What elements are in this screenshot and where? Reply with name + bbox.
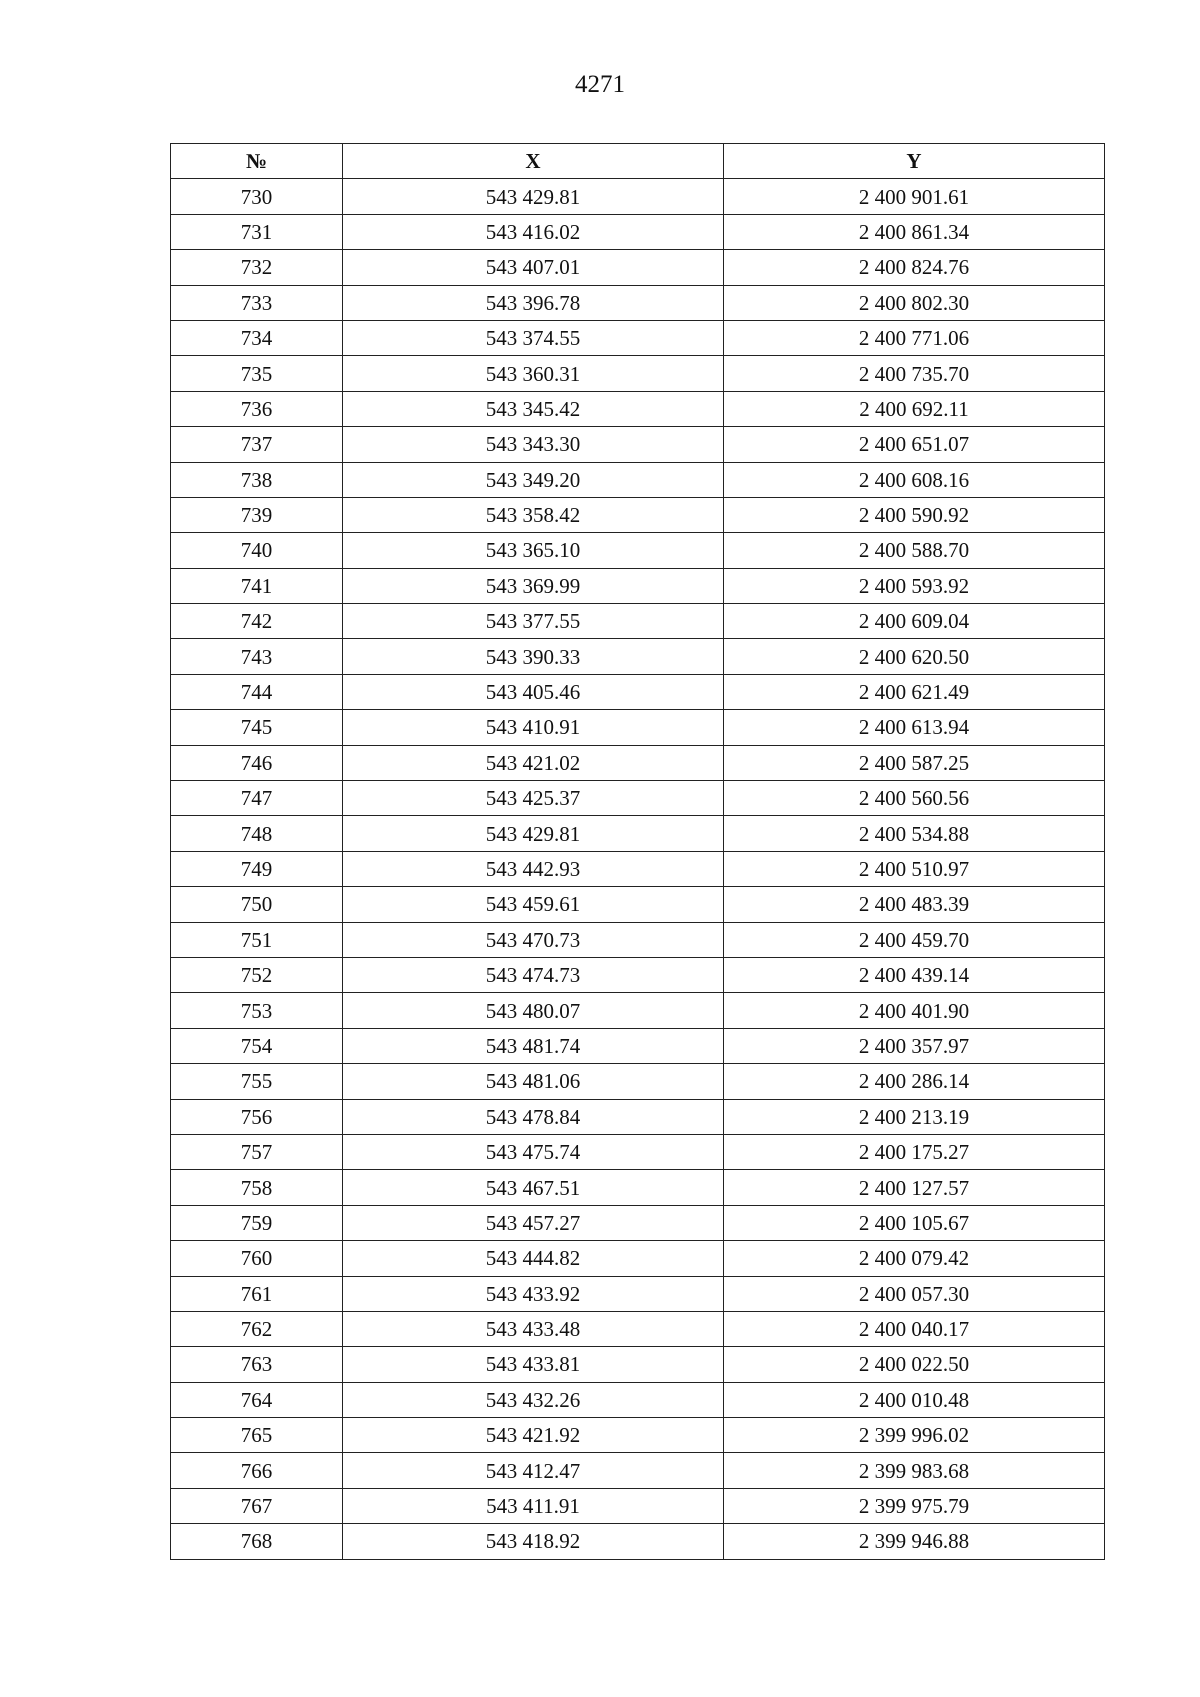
cell-x: 543 390.33 — [343, 639, 724, 674]
cell-y: 2 400 105.67 — [724, 1205, 1105, 1240]
table-row — [171, 250, 1105, 285]
cell-x: 543 360.31 — [343, 356, 724, 391]
cell-number: 730 — [171, 179, 343, 214]
table-row — [171, 1418, 1105, 1453]
cell-x: 543 432.26 — [343, 1382, 724, 1417]
cell-number: 755 — [171, 1064, 343, 1099]
table-row — [171, 427, 1105, 462]
cell-number: 731 — [171, 214, 343, 249]
cell-y: 2 400 588.70 — [724, 533, 1105, 568]
cell-y: 2 400 824.76 — [724, 250, 1105, 285]
cell-x: 543 425.37 — [343, 781, 724, 816]
cell-number: 740 — [171, 533, 343, 568]
table-row — [171, 1028, 1105, 1063]
cell-y: 2 400 022.50 — [724, 1347, 1105, 1382]
cell-x: 543 374.55 — [343, 320, 724, 355]
cell-number: 767 — [171, 1488, 343, 1523]
cell-y: 2 400 079.42 — [724, 1241, 1105, 1276]
cell-x: 543 365.10 — [343, 533, 724, 568]
cell-x: 543 457.27 — [343, 1205, 724, 1240]
table-row — [171, 745, 1105, 780]
cell-number: 762 — [171, 1311, 343, 1346]
cell-number: 733 — [171, 285, 343, 320]
cell-number: 747 — [171, 781, 343, 816]
cell-number: 749 — [171, 851, 343, 886]
cell-x: 543 467.51 — [343, 1170, 724, 1205]
cell-number: 750 — [171, 887, 343, 922]
table-row — [171, 179, 1105, 214]
cell-y: 2 400 401.90 — [724, 993, 1105, 1028]
cell-x: 543 411.91 — [343, 1488, 724, 1523]
cell-y: 2 400 439.14 — [724, 957, 1105, 992]
page-number: 4271 — [575, 71, 625, 98]
table-header-row — [171, 144, 1105, 179]
cell-y: 2 400 534.88 — [724, 816, 1105, 851]
cell-x: 543 396.78 — [343, 285, 724, 320]
cell-y: 2 399 975.79 — [724, 1488, 1105, 1523]
table-row — [171, 1488, 1105, 1523]
cell-number: 763 — [171, 1347, 343, 1382]
cell-y: 2 400 621.49 — [724, 674, 1105, 709]
cell-number: 732 — [171, 250, 343, 285]
table-body — [171, 179, 1105, 1559]
cell-x: 543 459.61 — [343, 887, 724, 922]
column-header-number: № — [171, 144, 343, 179]
table-row — [171, 1099, 1105, 1134]
cell-number: 759 — [171, 1205, 343, 1240]
table-row — [171, 1347, 1105, 1382]
cell-number: 744 — [171, 674, 343, 709]
table-row — [171, 391, 1105, 426]
cell-y: 2 400 357.97 — [724, 1028, 1105, 1063]
table-row — [171, 816, 1105, 851]
cell-number: 760 — [171, 1241, 343, 1276]
cell-number: 734 — [171, 320, 343, 355]
cell-number: 737 — [171, 427, 343, 462]
cell-y: 2 400 593.92 — [724, 568, 1105, 603]
table-row — [171, 1453, 1105, 1488]
cell-y: 2 400 040.17 — [724, 1311, 1105, 1346]
cell-x: 543 429.81 — [343, 816, 724, 851]
cell-number: 739 — [171, 497, 343, 532]
table-row — [171, 781, 1105, 816]
coordinates-table — [170, 143, 1105, 1560]
cell-y: 2 400 175.27 — [724, 1134, 1105, 1169]
cell-y: 2 400 510.97 — [724, 851, 1105, 886]
cell-number: 753 — [171, 993, 343, 1028]
cell-number: 735 — [171, 356, 343, 391]
cell-number: 754 — [171, 1028, 343, 1063]
cell-y: 2 399 996.02 — [724, 1418, 1105, 1453]
cell-y: 2 400 692.11 — [724, 391, 1105, 426]
table-row — [171, 851, 1105, 886]
cell-x: 543 474.73 — [343, 957, 724, 992]
cell-y: 2 400 861.34 — [724, 214, 1105, 249]
cell-x: 543 481.74 — [343, 1028, 724, 1063]
table-row — [171, 285, 1105, 320]
table-row — [171, 533, 1105, 568]
cell-y: 2 400 613.94 — [724, 710, 1105, 745]
column-header-x: X — [343, 144, 724, 179]
cell-x: 543 345.42 — [343, 391, 724, 426]
table-row — [171, 710, 1105, 745]
cell-y: 2 400 590.92 — [724, 497, 1105, 532]
cell-x: 543 416.02 — [343, 214, 724, 249]
cell-x: 543 421.92 — [343, 1418, 724, 1453]
cell-number: 738 — [171, 462, 343, 497]
cell-x: 543 405.46 — [343, 674, 724, 709]
cell-number: 746 — [171, 745, 343, 780]
table-row — [171, 993, 1105, 1028]
cell-y: 2 400 620.50 — [724, 639, 1105, 674]
table-row — [171, 1276, 1105, 1311]
cell-x: 543 421.02 — [343, 745, 724, 780]
cell-y: 2 400 010.48 — [724, 1382, 1105, 1417]
cell-x: 543 444.82 — [343, 1241, 724, 1276]
cell-number: 768 — [171, 1524, 343, 1559]
cell-x: 543 369.99 — [343, 568, 724, 603]
cell-number: 742 — [171, 604, 343, 639]
cell-x: 543 410.91 — [343, 710, 724, 745]
cell-x: 543 478.84 — [343, 1099, 724, 1134]
cell-y: 2 400 057.30 — [724, 1276, 1105, 1311]
cell-x: 543 429.81 — [343, 179, 724, 214]
table-row — [171, 214, 1105, 249]
cell-number: 766 — [171, 1453, 343, 1488]
cell-y: 2 400 587.25 — [724, 745, 1105, 780]
table-row — [171, 1170, 1105, 1205]
cell-x: 543 377.55 — [343, 604, 724, 639]
table-row — [171, 497, 1105, 532]
cell-y: 2 399 946.88 — [724, 1524, 1105, 1559]
cell-x: 543 418.92 — [343, 1524, 724, 1559]
cell-y: 2 400 901.61 — [724, 179, 1105, 214]
cell-y: 2 400 560.56 — [724, 781, 1105, 816]
cell-y: 2 400 802.30 — [724, 285, 1105, 320]
cell-number: 756 — [171, 1099, 343, 1134]
cell-number: 748 — [171, 816, 343, 851]
cell-y: 2 400 651.07 — [724, 427, 1105, 462]
table-row — [171, 356, 1105, 391]
table-row — [171, 674, 1105, 709]
table-row — [171, 957, 1105, 992]
table-row — [171, 639, 1105, 674]
cell-x: 543 442.93 — [343, 851, 724, 886]
cell-y: 2 400 286.14 — [724, 1064, 1105, 1099]
cell-y: 2 400 609.04 — [724, 604, 1105, 639]
cell-number: 761 — [171, 1276, 343, 1311]
column-header-y: Y — [724, 144, 1105, 179]
cell-x: 543 412.47 — [343, 1453, 724, 1488]
cell-x: 543 470.73 — [343, 922, 724, 957]
cell-x: 543 475.74 — [343, 1134, 724, 1169]
cell-y: 2 400 608.16 — [724, 462, 1105, 497]
cell-y: 2 400 735.70 — [724, 356, 1105, 391]
table-row — [171, 1382, 1105, 1417]
table-row — [171, 462, 1105, 497]
table-row — [171, 568, 1105, 603]
cell-y: 2 400 771.06 — [724, 320, 1105, 355]
cell-number: 764 — [171, 1382, 343, 1417]
cell-x: 543 349.20 — [343, 462, 724, 497]
cell-number: 765 — [171, 1418, 343, 1453]
cell-x: 543 343.30 — [343, 427, 724, 462]
cell-x: 543 481.06 — [343, 1064, 724, 1099]
cell-number: 751 — [171, 922, 343, 957]
cell-x: 543 480.07 — [343, 993, 724, 1028]
cell-number: 745 — [171, 710, 343, 745]
cell-x: 543 433.81 — [343, 1347, 724, 1382]
cell-number: 757 — [171, 1134, 343, 1169]
table-row — [171, 1524, 1105, 1559]
table-row — [171, 1241, 1105, 1276]
table-row — [171, 1064, 1105, 1099]
table-row — [171, 1311, 1105, 1346]
table-row — [171, 887, 1105, 922]
cell-x: 543 433.48 — [343, 1311, 724, 1346]
cell-number: 752 — [171, 957, 343, 992]
table-row — [171, 1205, 1105, 1240]
cell-y: 2 399 983.68 — [724, 1453, 1105, 1488]
table-row — [171, 1134, 1105, 1169]
cell-y: 2 400 459.70 — [724, 922, 1105, 957]
cell-number: 741 — [171, 568, 343, 603]
cell-number: 743 — [171, 639, 343, 674]
table-row — [171, 320, 1105, 355]
table-row — [171, 604, 1105, 639]
cell-x: 543 358.42 — [343, 497, 724, 532]
cell-y: 2 400 483.39 — [724, 887, 1105, 922]
cell-y: 2 400 213.19 — [724, 1099, 1105, 1134]
cell-x: 543 407.01 — [343, 250, 724, 285]
cell-x: 543 433.92 — [343, 1276, 724, 1311]
cell-number: 758 — [171, 1170, 343, 1205]
table-row — [171, 922, 1105, 957]
cell-number: 736 — [171, 391, 343, 426]
cell-y: 2 400 127.57 — [724, 1170, 1105, 1205]
